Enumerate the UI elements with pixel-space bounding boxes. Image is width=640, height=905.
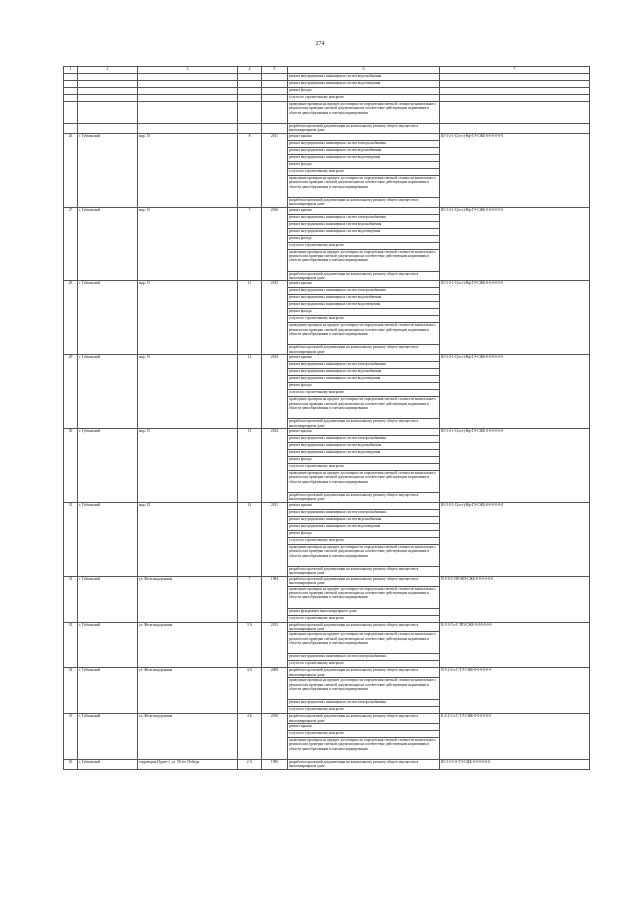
building-code-cell: П-5-6-С-ПП-НП-СЖБ-0-0-0-0-0-0 — [440, 576, 590, 622]
work-type-cell: ремонт фасада — [288, 235, 440, 242]
building-code-cell: К-3-3-Сч-С-ПП-СЖБ-0-0-0-0-0-0 — [440, 622, 590, 668]
work-type-cell: проведение проверки на предмет достоверности определения сметной стоимости капитального ремонта или проверки сметной документации на соответствие действующим нормативам в области ценообразования в сметном нормировании — [288, 249, 440, 271]
empty-cell — [262, 88, 288, 95]
work-type-cell: ремонт внутридомовых инженерных систем электроснабжения — [288, 362, 440, 369]
work-type-cell: ремонт внутридомовых инженерных систем водоснабжения — [288, 295, 440, 302]
empty-cell — [238, 88, 262, 95]
house-number-cell: 4 Б — [238, 714, 262, 760]
empty-cell — [78, 88, 138, 95]
table-row — [64, 102, 590, 124]
table-row — [64, 622, 590, 632]
house-number-cell: 3 А — [238, 622, 262, 668]
table-row — [64, 74, 590, 81]
work-type-cell: ремонт крыши — [288, 133, 440, 140]
city-cell: г. Губкинский — [78, 576, 138, 622]
table-row — [64, 576, 590, 586]
work-type-cell: проведение проверки на предмет достоверности определения сметной стоимости капитального ремонта или проверки сметной документации на соответствие действующим нормативам в области ценообразования в сметном нормировании — [288, 175, 440, 197]
work-type-cell: ремонт крыши — [288, 207, 440, 214]
empty-cell — [238, 74, 262, 81]
house-number-cell: 12 — [238, 355, 262, 429]
empty-cell — [138, 81, 238, 88]
building-code-cell: Ш-3-2-1-С(ост)-Вф-ГЭ-СЖБ-0-0-0-0-0-0 — [440, 355, 590, 429]
empty-cell — [262, 102, 288, 124]
empty-cell — [78, 81, 138, 88]
work-type-cell: ремонт крыши — [288, 723, 440, 730]
work-type-cell: ремонт внутридомовых инженерных систем водоотведения — [288, 154, 440, 161]
entry-number: 28 — [64, 281, 78, 355]
work-type-cell: разработка проектной документации на капитальному ремонту общего имущества в многоквартирном доме — [288, 622, 440, 632]
work-type-cell: проведение проверки на предмет достоверности определения сметной стоимости капитального ремонта или проверки сметной документации на соответствие действующим нормативам в области ценообразования в сметном нормировании — [288, 397, 440, 419]
work-type-cell: проведение проверки на предмет достоверности определения сметной стоимости капитального ремонта или проверки сметной документации на соответствие действующим нормативам в области ценообразования в сметном нормировании — [288, 102, 440, 124]
table-row — [64, 88, 590, 95]
city-cell: г. Губкинский — [78, 714, 138, 760]
street-cell: территория Пурпе-1, ул. 50 лет Победы — [138, 759, 238, 769]
table-body — [64, 67, 590, 770]
entry-number: 35 — [64, 714, 78, 760]
building-code-cell: П-5-2-Сч-С-ТЭ-СЖБ-0-0-0-0-0-0 — [440, 668, 590, 714]
empty-cell — [238, 81, 262, 88]
work-type-cell: ремонт внутридомовых инженерных систем водоотведения — [288, 450, 440, 457]
work-type-cell: услуги по строительному контролю — [288, 242, 440, 249]
work-type-cell: ремонт фасада — [288, 530, 440, 537]
city-cell: г. Губкинский — [78, 759, 138, 769]
work-type-cell: разработка проектной документации на капитальному ремонту общего имущества в многоквартирном доме — [288, 759, 440, 769]
street-cell: ул. Железнодорожная — [138, 714, 238, 760]
year-cell: 2011 — [262, 133, 288, 207]
city-cell: г. Губкинский — [78, 429, 138, 503]
work-type-cell: ремонт крыши — [288, 502, 440, 509]
entry-number: 34 — [64, 668, 78, 714]
work-type-cell: проведение проверки на предмет достоверности определения сметной стоимости капитального ремонта или проверки сметной документации на соответствие действующим нормативам в области ценообразования в сметном нормировании — [288, 678, 440, 700]
building-code-cell: Ш-3-2-1-С(ост)-Вф-ГЭ-СЖБ-0-0-0-0-0-0 — [440, 281, 590, 355]
empty-cell — [440, 81, 590, 88]
street-cell: мкр. 15 — [138, 355, 238, 429]
city-cell: г. Губкинский — [78, 622, 138, 668]
street-cell: ул. Железнодорожная — [138, 622, 238, 668]
building-code-cell: Ш-3-2-1-С(ост)-Вф-ГЭ-СЖБ-0-0-0-0-0-0 — [440, 429, 590, 503]
entry-number: 29 — [64, 355, 78, 429]
work-type-cell: проведение проверки на предмет достоверности определения сметной стоимости капитального ремонта или проверки сметной документации на соответствие действующим нормативам в области ценообразования в сметном нормировании — [288, 471, 440, 493]
work-type-cell: проведение проверки на предмет достоверности определения сметной стоимости капитального ремонта или проверки сметной документации на соответствие действующим нормативам в области ценообразования в сметном нормировании — [288, 323, 440, 345]
house-number-cell: 7 — [238, 576, 262, 622]
work-type-cell: разработка проектной документации на капитальному ремонту общего имущества в многоквартирном доме — [288, 668, 440, 678]
empty-cell — [138, 95, 238, 102]
street-cell: мкр. 15 — [138, 207, 238, 281]
work-type-cell: ремонт фасада — [288, 161, 440, 168]
empty-cell — [138, 88, 238, 95]
empty-cell — [440, 102, 590, 124]
building-code-cell: Ш-3-2-1-С(ост)-Вф-ГЭ-СЖБ-0-0-0-0-0-0 — [440, 502, 590, 576]
table-row — [64, 281, 590, 288]
work-type-cell: ремонт фундамента многоквартирного дома — [288, 608, 440, 615]
work-type-cell: разработка проектной документации на капитальному ремонту общего имущества в многоквартирном доме — [288, 714, 440, 724]
work-type-cell: разработка проектной документации на капитальному ремонту общего имущества в многоквартирном доме — [288, 271, 440, 281]
house-number-cell: 13 — [238, 429, 262, 503]
work-type-cell: ремонт крыши — [288, 355, 440, 362]
table-row — [64, 429, 590, 436]
work-type-cell: ремонт фасада — [288, 309, 440, 316]
column-header: 7 — [440, 67, 590, 74]
work-type-cell: ремонт крыши — [288, 429, 440, 436]
empty-cell — [64, 81, 78, 88]
empty-cell — [64, 74, 78, 81]
work-type-cell: проведение проверки на предмет достоверности определения сметной стоимости капитального ремонта или проверки сметной документации на соответствие действующим нормативам в области ценообразования в сметном нормировании — [288, 737, 440, 759]
work-type-cell: ремонт внутридомовых инженерных систем водоснабжения — [288, 516, 440, 523]
empty-cell — [238, 124, 262, 134]
work-type-cell: услуги по строительному контролю — [288, 464, 440, 471]
column-header: 4 — [238, 67, 262, 74]
entry-number: 32 — [64, 576, 78, 622]
empty-cell — [64, 88, 78, 95]
street-cell: мкр. 15 — [138, 502, 238, 576]
work-type-cell: ремонт внутридомовых инженерных систем водоснабжения — [288, 369, 440, 376]
table-row — [64, 355, 590, 362]
empty-cell — [64, 95, 78, 102]
house-number-cell: 11 — [238, 281, 262, 355]
table-row — [64, 668, 590, 678]
empty-cell — [440, 124, 590, 134]
empty-cell — [78, 124, 138, 134]
empty-cell — [78, 95, 138, 102]
house-number-cell: 14 — [238, 502, 262, 576]
house-number-cell: 7 — [238, 207, 262, 281]
city-cell: г. Губкинский — [78, 355, 138, 429]
column-number-row — [64, 67, 590, 74]
work-type-cell: ремонт фасада — [288, 383, 440, 390]
table-row — [64, 133, 590, 140]
street-cell: мкр. 15 — [138, 281, 238, 355]
entry-number: 36 — [64, 759, 78, 769]
empty-cell — [138, 74, 238, 81]
work-type-cell: разработка проектной документации на капитальному ремонту общего имущества в многоквартирном доме — [288, 197, 440, 207]
work-type-cell: ремонт внутридомовых инженерных систем водоснабжения — [288, 221, 440, 228]
table-row — [64, 502, 590, 509]
empty-cell — [262, 81, 288, 88]
work-type-cell: ремонт внутридомовых инженерных систем водоснабжения — [288, 443, 440, 450]
table-row — [64, 81, 590, 88]
house-number-cell: 4 А — [238, 668, 262, 714]
empty-cell — [262, 74, 288, 81]
work-type-cell: услуги по строительному контролю — [288, 168, 440, 175]
empty-cell — [138, 124, 238, 134]
empty-cell — [238, 95, 262, 102]
entry-number: 31 — [64, 502, 78, 576]
table-row — [64, 95, 590, 102]
work-type-cell: разработка проектной документации на капитальному ремонту общего имущества в многоквартирном доме — [288, 566, 440, 576]
work-type-cell: разработка проектной документации на капитальному ремонту общего имущества в многоквартирном доме — [288, 493, 440, 503]
column-header: 2 — [78, 67, 138, 74]
empty-cell — [262, 124, 288, 134]
empty-cell — [440, 95, 590, 102]
work-type-cell: ремонт внутридомовых инженерных систем водоснабжения — [288, 147, 440, 154]
building-code-cell: Ш-3-3-С-0-ТЭ-СЖБ-0-0-0-0-0-0 — [440, 759, 590, 769]
year-cell: 2011 — [262, 502, 288, 576]
work-type-cell: ремонт фасада — [288, 88, 440, 95]
empty-cell — [78, 102, 138, 124]
entry-number: 27 — [64, 207, 78, 281]
work-type-cell: ремонт внутридомовых инженерных систем водоотведения — [288, 81, 440, 88]
empty-cell — [78, 74, 138, 81]
work-type-cell: услуги по строительному контролю — [288, 707, 440, 714]
year-cell: 2013 — [262, 281, 288, 355]
work-type-cell: ремонт внутридомовых инженерных систем водоотведения — [288, 376, 440, 383]
city-cell: г. Губкинский — [78, 281, 138, 355]
work-type-cell: услуги по строительному контролю — [288, 730, 440, 737]
entry-number: 30 — [64, 429, 78, 503]
street-cell: мкр. 15 — [138, 429, 238, 503]
page-number: 274 — [315, 41, 325, 47]
year-cell: 2009 — [262, 668, 288, 714]
empty-cell — [262, 95, 288, 102]
empty-cell — [64, 102, 78, 124]
work-type-cell: ремонт внутридомовых инженерных систем электроснабжения — [288, 288, 440, 295]
table-row — [64, 207, 590, 214]
building-code-cell: К-4-2-Сч-С-ТЭ-СЖБ-0-0-0-0-0-0 — [440, 714, 590, 760]
work-type-cell: ремонт внутридомовых инженерных систем водоотведения — [288, 228, 440, 235]
work-type-cell: услуги по строительному контролю — [288, 615, 440, 622]
city-cell: г. Губкинский — [78, 502, 138, 576]
empty-cell — [440, 74, 590, 81]
year-cell: 2016 — [262, 207, 288, 281]
empty-cell — [440, 88, 590, 95]
work-type-cell: ремонт внутридомовых инженерных систем электроснабжения — [288, 700, 440, 707]
work-type-cell: ремонт внутридомовых инженерных систем электроснабжения — [288, 509, 440, 516]
work-type-cell: услуги по строительному контролю — [288, 316, 440, 323]
table-row — [64, 124, 590, 134]
street-cell: мкр. 15 — [138, 133, 238, 207]
work-type-cell: ремонт внутридомовых инженерных систем водоотведения — [288, 302, 440, 309]
work-type-cell: ремонт внутридомовых инженерных систем водоотведения — [288, 523, 440, 530]
column-header: 3 — [138, 67, 238, 74]
work-type-cell: ремонт крыши — [288, 281, 440, 288]
column-header: 6 — [288, 67, 440, 74]
year-cell: 2014 — [262, 355, 288, 429]
house-number-cell: 8 — [238, 133, 262, 207]
entry-number: 33 — [64, 622, 78, 668]
building-code-cell: Ш-3-2-1-С(ост)-Вф-ГЭ-СЖБ-0-0-0-0-0-0 — [440, 133, 590, 207]
year-cell: 2012 — [262, 622, 288, 668]
empty-cell — [138, 102, 238, 124]
year-cell: 2014 — [262, 429, 288, 503]
year-cell: 1984 — [262, 576, 288, 622]
column-header: 5 — [262, 67, 288, 74]
city-cell: г. Губкинский — [78, 668, 138, 714]
work-type-cell: ремонт внутридомовых инженерных систем электроснабжения — [288, 654, 440, 661]
entry-number: 26 — [64, 133, 78, 207]
work-type-cell: ремонт фасада — [288, 457, 440, 464]
table-row — [64, 759, 590, 769]
year-cell: 2010 — [262, 714, 288, 760]
capital-repair-table — [63, 66, 590, 770]
work-type-cell: услуги по строительному контролю — [288, 537, 440, 544]
city-cell: г. Губкинский — [78, 207, 138, 281]
column-header: 1 — [64, 67, 78, 74]
empty-cell — [238, 102, 262, 124]
work-type-cell: ремонт внутридомовых инженерных систем электроснабжения — [288, 140, 440, 147]
table-row — [64, 714, 590, 724]
year-cell: 1995 — [262, 759, 288, 769]
work-type-cell: разработка проектной документации на капитальному ремонту общего имущества в многоквартирном доме — [288, 419, 440, 429]
work-type-cell: проведение проверки на предмет достоверности определения сметной стоимости капитального ремонта или проверки сметной документации на соответствие действующим нормативам в области ценообразования в сметном нормировании — [288, 586, 440, 608]
work-type-cell: проведение проверки на предмет достоверности определения сметной стоимости капитального ремонта или проверки сметной документации на соответствие действующим нормативам в области ценообразования в сметном нормировании — [288, 544, 440, 566]
work-type-cell: разработка проектной документации на капитальному ремонту общего имущества в многоквартирном доме — [288, 345, 440, 355]
house-number-cell: 2 А — [238, 759, 262, 769]
work-type-cell: услуги по строительному контролю — [288, 95, 440, 102]
work-type-cell: ремонт внутридомовых инженерных систем электроснабжения — [288, 436, 440, 443]
work-type-cell: ремонт внутридомовых инженерных систем водоснабжения — [288, 74, 440, 81]
building-code-cell: Ш-3-2-1-С(ост)-Вф-ГЭ-СЖБ-0-0-0-0-0-0 — [440, 207, 590, 281]
street-cell: ул. Железнодорожная — [138, 576, 238, 622]
work-type-cell: услуги по строительному контролю — [288, 390, 440, 397]
work-type-cell: разработка проектной документации на капитальному ремонту общего имущества в многоквартирном доме — [288, 576, 440, 586]
work-type-cell: услуги по строительному контролю — [288, 661, 440, 668]
city-cell: г. Губкинский — [78, 133, 138, 207]
street-cell: ул. Железнодорожная — [138, 668, 238, 714]
work-type-cell: ремонт внутридомовых инженерных систем электроснабжения — [288, 214, 440, 221]
work-type-cell: разработка проектной документации на капитальному ремонту общего имущества в многоквартирном доме — [288, 124, 440, 134]
work-type-cell: проведение проверки на предмет достоверности определения сметной стоимости капитального ремонта или проверки сметной документации на соответствие действующим нормативам в области ценообразования в сметном нормировании — [288, 632, 440, 654]
empty-cell — [64, 124, 78, 134]
